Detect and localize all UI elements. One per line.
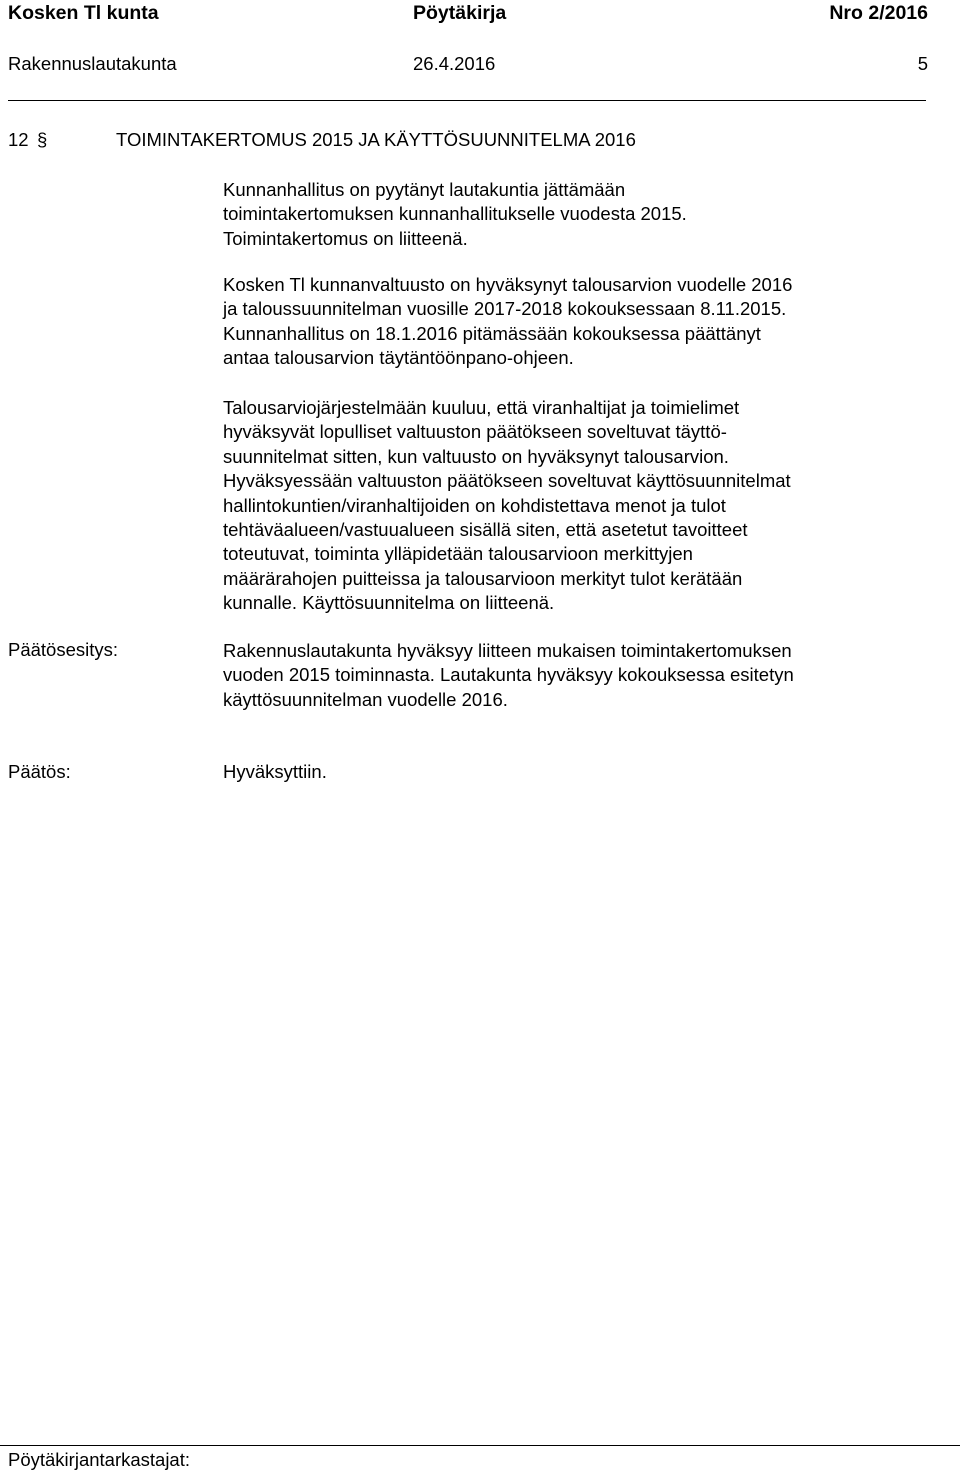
proposal-label: Päätösesitys: (8, 639, 119, 660)
proposal-text (223, 639, 943, 712)
paragraph-line: hyväksyvät lopulliset valtuuston päätökseen soveltuvat täyttö- (223, 421, 727, 443)
paragraph-line: Toimintakertomus on liitteenä. (223, 227, 468, 249)
proposal-line: Rakennuslautakunta hyväksyy liitteen mukaisen toimintakertomuksen (223, 640, 792, 661)
paragraph-line: Kunnanhallitus on pyytänyt lautakuntia jättämään (223, 179, 626, 200)
paragraph-2 (223, 273, 943, 371)
paragraph-line: tehtäväalueen/vastuualueen sisällä siten, että asetetut tavoitteet (223, 519, 748, 541)
meeting-date: 26.4.2016 (413, 53, 496, 74)
paragraph-line: kunnalle. Käyttösuunnitelma on liitteenä. (223, 592, 555, 614)
inspectors-label: Pöytäkirjantarkastajat: (8, 1449, 191, 1470)
document-type: Pöytäkirja (413, 2, 507, 24)
paragraph-line: Hyväksyessään valtuuston päätökseen soveltuvat käyttösuunnitelmat (223, 470, 791, 492)
paragraph-line: Talousarviojärjestelmään kuuluu, että viranhaltijat ja toimielimet (223, 397, 740, 418)
paragraph-line: antaa talousarvion täytäntöönpano-ohjeen. (223, 347, 574, 369)
decision-label: Päätös: (8, 761, 71, 782)
paragraph-line: ja taloussuunnitelman vuosille 2017-2018 kokouksessaan 8.11.2015. (223, 298, 787, 320)
section-title: TOIMINTAKERTOMUS 2015 JA KÄYTTÖSUUNNITELMA 2016 (116, 129, 636, 150)
paragraph-line: Kunnanhallitus on 18.1.2016 pitämässään kokouksessa päättänyt (223, 322, 761, 344)
header-divider (8, 100, 926, 101)
decision-text: Hyväksyttiin. (223, 761, 327, 782)
municipality-name: Kosken Tl kunta (8, 2, 159, 24)
proposal-line: vuoden 2015 toiminnasta. Lautakunta hyväksyy kokouksessa esitetyn (223, 664, 794, 686)
paragraph-line: Kosken Tl kunnanvaltuusto on hyväksynyt talousarvion vuodelle 2016 (223, 274, 793, 295)
footer-divider (0, 1445, 960, 1446)
committee-name: Rakennuslautakunta (8, 53, 177, 74)
paragraph-line: toteutuvat, toiminta ylläpidetään talousarvioon merkittyjen (223, 543, 693, 565)
document-number: Nro 2/2016 (829, 2, 928, 24)
paragraph-line: toimintakertomuksen kunnanhallitukselle vuodesta 2015. (223, 203, 687, 225)
paragraph-line: määrärahojen puitteissa ja talousarvioon merkityt tulot kerätään (223, 567, 743, 589)
paragraph-3 (223, 396, 943, 616)
proposal-line: käyttösuunnitelman vuodelle 2016. (223, 688, 508, 710)
paragraph-line: suunnitelmat sitten, kun valtuusto on hyväksynyt talousarvion. (223, 445, 729, 467)
section-symbol: § (37, 129, 48, 150)
paragraph-line: hallintokuntien/viranhaltijoiden on kohdistettava menot ja tulot (223, 494, 726, 516)
paragraph-1 (223, 178, 943, 251)
section-number: 12 (8, 129, 29, 150)
page-number: 5 (917, 53, 928, 74)
